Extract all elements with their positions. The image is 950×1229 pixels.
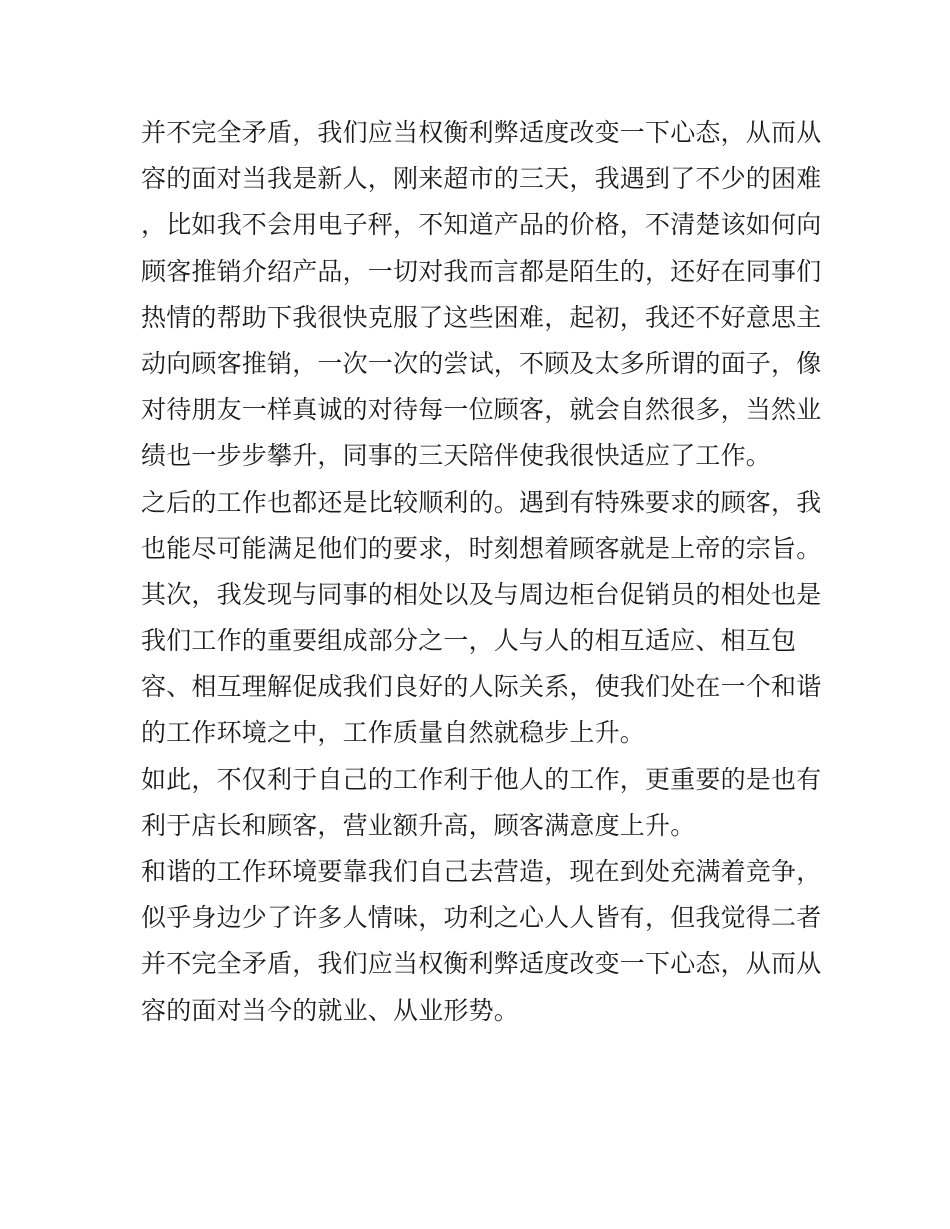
text-line: 利于店长和顾客，营业额升高，顾客满意度上升。 [141, 810, 696, 840]
text-line: 我们工作的重要组成部分之一，人与人的相互适应、相互包 [141, 626, 797, 656]
text-line: 绩也一步步攀升，同事的三天陪伴使我很快适应了工作。 [141, 441, 772, 471]
text-line: 容的面对当我是新人，刚来超市的三天，我遇到了不少的困难 [141, 164, 822, 194]
text-line: 容、相互理解促成我们良好的人际关系，使我们处在一个和谐 [141, 672, 822, 702]
text-line: 也能尽可能满足他们的要求，时刻想着顾客就是上帝的宗旨。 [141, 533, 822, 563]
text-line: 并不完全矛盾，我们应当权衡利弊适度改变一下心态，从而从 [141, 949, 822, 979]
text-line: 的工作环境之中，工作质量自然就稳步上升。 [141, 718, 646, 748]
text-line: 之后的工作也都还是比较顺利的。遇到有特殊要求的顾客，我 [141, 487, 822, 517]
text-line: 似乎身边少了许多人情味，功利之心人人皆有，但我觉得二者 [141, 903, 822, 933]
text-line: 和谐的工作环境要靠我们自己去营造，现在到处充满着竞争， [141, 857, 822, 886]
text-line: 并不完全矛盾，我们应当权衡利弊适度改变一下心态，从而从 [141, 118, 822, 147]
body-text [141, 110, 821, 1034]
text-line: 容的面对当今的就业、从业形势。 [141, 995, 520, 1025]
text-line: 热情的帮助下我很快克服了这些困难，起初，我还不好意思主 [141, 302, 822, 332]
text-line: 顾客推销介绍产品，一切对我而言都是陌生的，还好在同事们 [141, 256, 822, 286]
text-line: 对待朋友一样真诚的对待每一位顾客，就会自然很多，当然业 [141, 395, 822, 425]
text-line: 其次，我发现与同事的相处以及与周边柜台促销员的相处也是 [141, 579, 822, 609]
text-line: ，比如我不会用电子秤，不知道产品的价格，不清楚该如何向 [141, 210, 822, 240]
text-line: 如此，不仅利于自己的工作利于他人的工作，更重要的是也有 [141, 764, 822, 794]
text-line: 动向顾客推销，一次一次的尝试，不顾及太多所谓的面子，像 [141, 348, 822, 378]
